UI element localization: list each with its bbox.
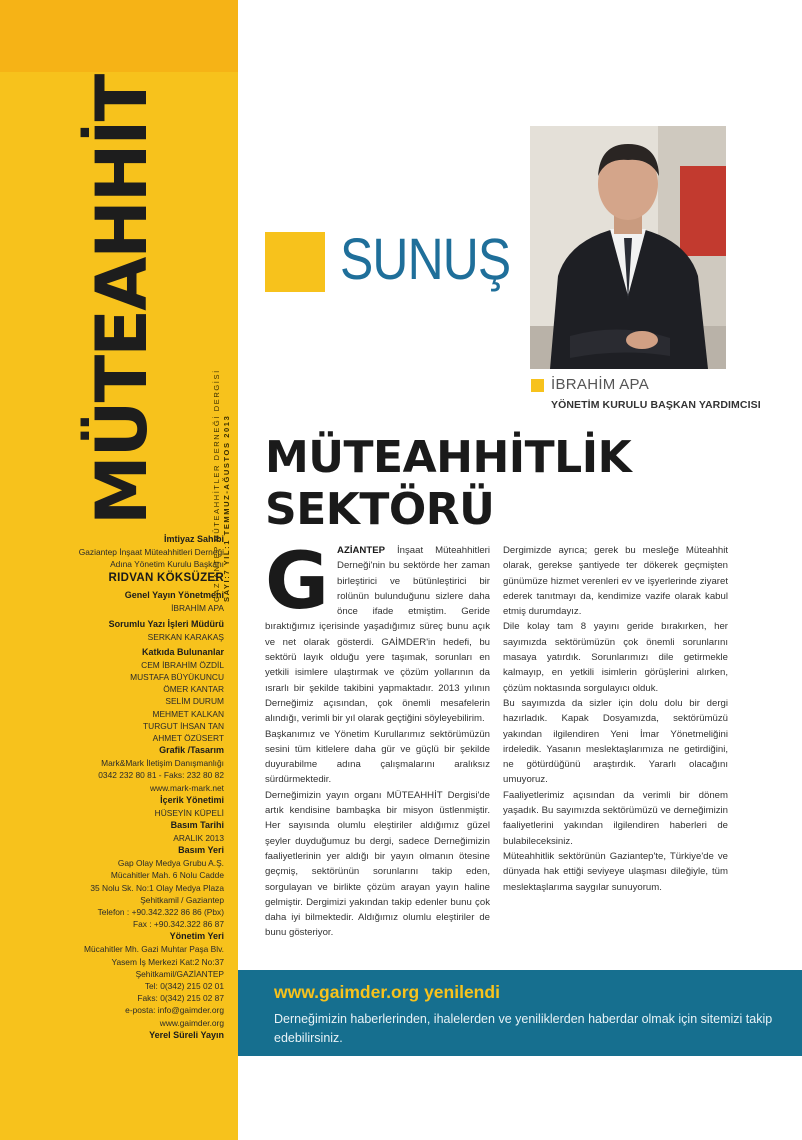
colophon-heading: Sorumlu Yazı İşleri Müdürü	[108, 618, 224, 629]
article-paragraph: Bu sayımızda da sizler için dolu dolu bir dergi hazırladık. Kapak Dosyamızda, sektörümüzü yakından ilgilendiren Yeni İmar Yönetmeliğini irdeledik. Yasanın meslektaşlarımıza ne getirdiğini, ne götürdüğünü araştırdık. Yararlı olacağını umuyoruz.	[503, 697, 728, 786]
colophon	[4, 533, 224, 1042]
sidebar-top-band	[0, 0, 238, 72]
colophon-text: İBRAHİM APA	[171, 603, 224, 614]
colophon-text: 0342 232 80 81 - Faks: 232 80 82	[98, 770, 224, 781]
article-headline	[265, 432, 631, 536]
sidebar	[0, 0, 238, 1140]
colophon-owner-name: RIDVAN KÖKSÜZER	[108, 572, 224, 585]
author-photo	[530, 126, 726, 369]
website-link[interactable]: www.gaimder.org yenilendi	[274, 982, 500, 1002]
colophon-heading: İmtiyaz Sahibi	[163, 534, 224, 544]
article-paragraph: Müteahhitlik sektörünün Gaziantep'te, Türkiye'de ve dünyada hak ettiği seviyeye ulaşması dileğiyle, tüm meslektaşlarıma saygılar sunuyorum.	[503, 850, 728, 893]
colophon-text: CEM İBRAHİM ÖZDİL	[141, 659, 224, 670]
paragraph-text: İnşaat Müteahhitleri Derneği'nin bu sektörde her zaman birleştirici ve bütünleştirici bir rolünün bulunduğunu sizlere daha önce ifade etmiştim. Geride bıraktığımız içerisinde yaşadığımız süreç bunu açık ve net olarak gösterdi. GAİMDER'in hedefi, bu sektörü layık olduğu yere taşımak, sorunları en yetkili isimlere ulaştırmak ve çözüm yollarının da ısrarlı bir şekilde takibini yapmaktadır. 2013 yılının Derneğimiz açısından, çok önemli mesafelerin alındığı, verimli bir yıl olarak geçtiğini söyleyebilirim.	[265, 545, 490, 725]
article-column-left	[265, 537, 490, 941]
colophon-text: Şehitkamil / Gaziantep	[140, 894, 224, 905]
colophon-text: Tel: 0(342) 215 02 01	[144, 981, 224, 992]
author-role: YÖNETİM KURULU BAŞKAN YARDIMCISI	[551, 399, 761, 411]
colophon-text: MEHMET KALKAN	[152, 708, 224, 719]
masthead-title-block	[83, 75, 161, 525]
colophon-text: Yasem İş Merkezi Kat:2 No:37	[111, 956, 224, 967]
colophon-text: AHMET ÖZÜSERT	[152, 733, 224, 744]
author-name: İBRAHİM APA	[551, 376, 650, 393]
colophon-email[interactable]: e-posta: info@gaimder.org	[125, 1005, 224, 1016]
magazine-subtitle: GAZİANTEP MÜTEAHHİTLER DERNEĞİ DERGİSİ	[212, 369, 221, 602]
colophon-heading: Yerel Süreli Yayın	[149, 1029, 224, 1040]
lead-word: AZİANTEP	[337, 545, 385, 556]
article-paragraph	[265, 537, 490, 727]
colophon-heading: Katkıda Bulunanlar	[141, 646, 224, 657]
magazine-logo: MÜTEAHHİT	[81, 75, 163, 525]
colophon-text: Şehitkamil/GAZİANTEP	[135, 968, 224, 979]
colophon-heading: Genel Yayın Yönetmeni	[124, 590, 224, 601]
headline-line: SEKTÖRÜ	[265, 484, 495, 535]
article-column-right	[503, 543, 728, 895]
colophon-text: Mark&Mark İletişim Danışmanlığı	[101, 758, 224, 769]
colophon-text: Fax : +90.342.322 86 87	[132, 919, 224, 930]
colophon-text: Gaziantep İnşaat Müteahhitleri Derneği	[78, 547, 224, 557]
colophon-text: HÜSEYİN KÜPELİ	[154, 807, 224, 818]
banner-text: Derneğimizin haberlerinden, ihalelerden ve yeniliklerden haberdar olmak için sitemizi takip edebilirsiniz.	[274, 1012, 773, 1045]
drop-cap: G	[265, 537, 330, 627]
colophon-text: MUSTAFA BÜYÜKUNCU	[130, 672, 224, 683]
colophon-text: Mücahitler Mh. Gazi Muhtar Paşa Blv.	[84, 944, 224, 955]
section-title: SUNUŞ	[340, 227, 511, 292]
colophon-text: www.mark-mark.net	[150, 782, 224, 793]
colophon-text: SERKAN KARAKAŞ	[147, 631, 224, 642]
issue-info: SAYI:7 YIL:1 TEMMUZ-AĞUSTOS 2013	[222, 414, 231, 602]
article-paragraph: Faaliyetlerimiz açısından da verimli bir dönem yaşadık. Bu sayımızda sektörümüzü ve derneğimizin faaliyetlerini yakından ilgilendiren haberleri de bulabileceksiniz.	[503, 789, 728, 847]
section-marker	[265, 232, 325, 292]
colophon-text: Faks: 0(342) 215 02 87	[137, 993, 224, 1004]
colophon-text: Gap Olay Medya Grubu A.Ş.	[117, 858, 224, 869]
article-paragraph: Başkanımız ve Yönetim Kurullarımız sektörümüzün sesini tüm kitlelere daha gür ve güçlü bir şekilde duyurabilme adına çalışmalarını aralıksız sürdürmektedir.	[265, 728, 490, 786]
colophon-heading: Basım Yeri	[178, 845, 224, 856]
colophon-text: 35 Nolu Sk. No:1 Olay Medya Plaza	[90, 882, 224, 893]
article-paragraph: Dile kolay tam 8 yayını geride bırakırken, her sayımızda sektörümüzün çok önemli sorunlarını masaya yatırdık. Sorunlarımızı dile getirmekle kalmayıp, en yetkili isimlerin görüşlerini alırken, çözüm noktasında sorgulayıcı olduk.	[503, 621, 728, 694]
colophon-heading: Grafik /Tasarım	[159, 745, 224, 756]
colophon-website[interactable]: www.gaimder.org	[159, 1017, 224, 1028]
colophon-heading: Yönetim Yeri	[169, 931, 224, 942]
colophon-text: SELİM DURUM	[165, 696, 224, 707]
headline-line: MÜTEAHHİTLİK	[265, 432, 632, 483]
author-portrait-illustration	[530, 126, 726, 369]
article-paragraph: Dergimizde ayrıca; gerek bu mesleğe Müteahhit olarak, gerekse şantiyede ter dökerek geçmişten günümüze hizmet verenleri ev ve işyerlerinde ziyaret ederek tanıtmayı da, kendimize vazife olarak kabul etmiş durumdayız.	[503, 545, 728, 618]
colophon-text: TURGUT İHSAN TAN	[143, 720, 224, 731]
website-banner	[238, 970, 802, 1056]
colophon-text: Mücahitler Mah. 6 Nolu Cadde	[110, 870, 224, 881]
byline-marker	[531, 379, 544, 392]
colophon-text: ARALIK 2013	[173, 833, 224, 844]
colophon-text: Telefon : +90.342.322 86 86 (Pbx)	[97, 907, 224, 918]
colophon-heading: Basım Tarihi	[170, 820, 224, 831]
article-paragraph: Derneğimizin yayın organı MÜTEAHHİT Dergisi'de artık kendisine bambaşka bir misyon üstlenmiştir. Her sayısında olumlu eleştiriler aldığımız güzel şeyler duyduğumuz bu dergi, sadece Derneğimizin faaliyetlerinin yer aldığı bir yayın olmanın ötesine geçmiş, sektörünün sorunlarını takip eden, sorgulayan ve birlikte çözüm arayan yayın haline gelmiştir. Dergimizi yakından takip edenler bunu çok daha iyi bilmektedir. Aldığımız olumlu eleştiriler de bunu gösteriyor.	[265, 789, 490, 939]
colophon-text: ÖMER KANTAR	[163, 684, 224, 695]
colophon-text: Adına Yönetim Kurulu Başkanı	[110, 559, 224, 570]
colophon-heading: İçerik Yönetimi	[160, 794, 224, 805]
